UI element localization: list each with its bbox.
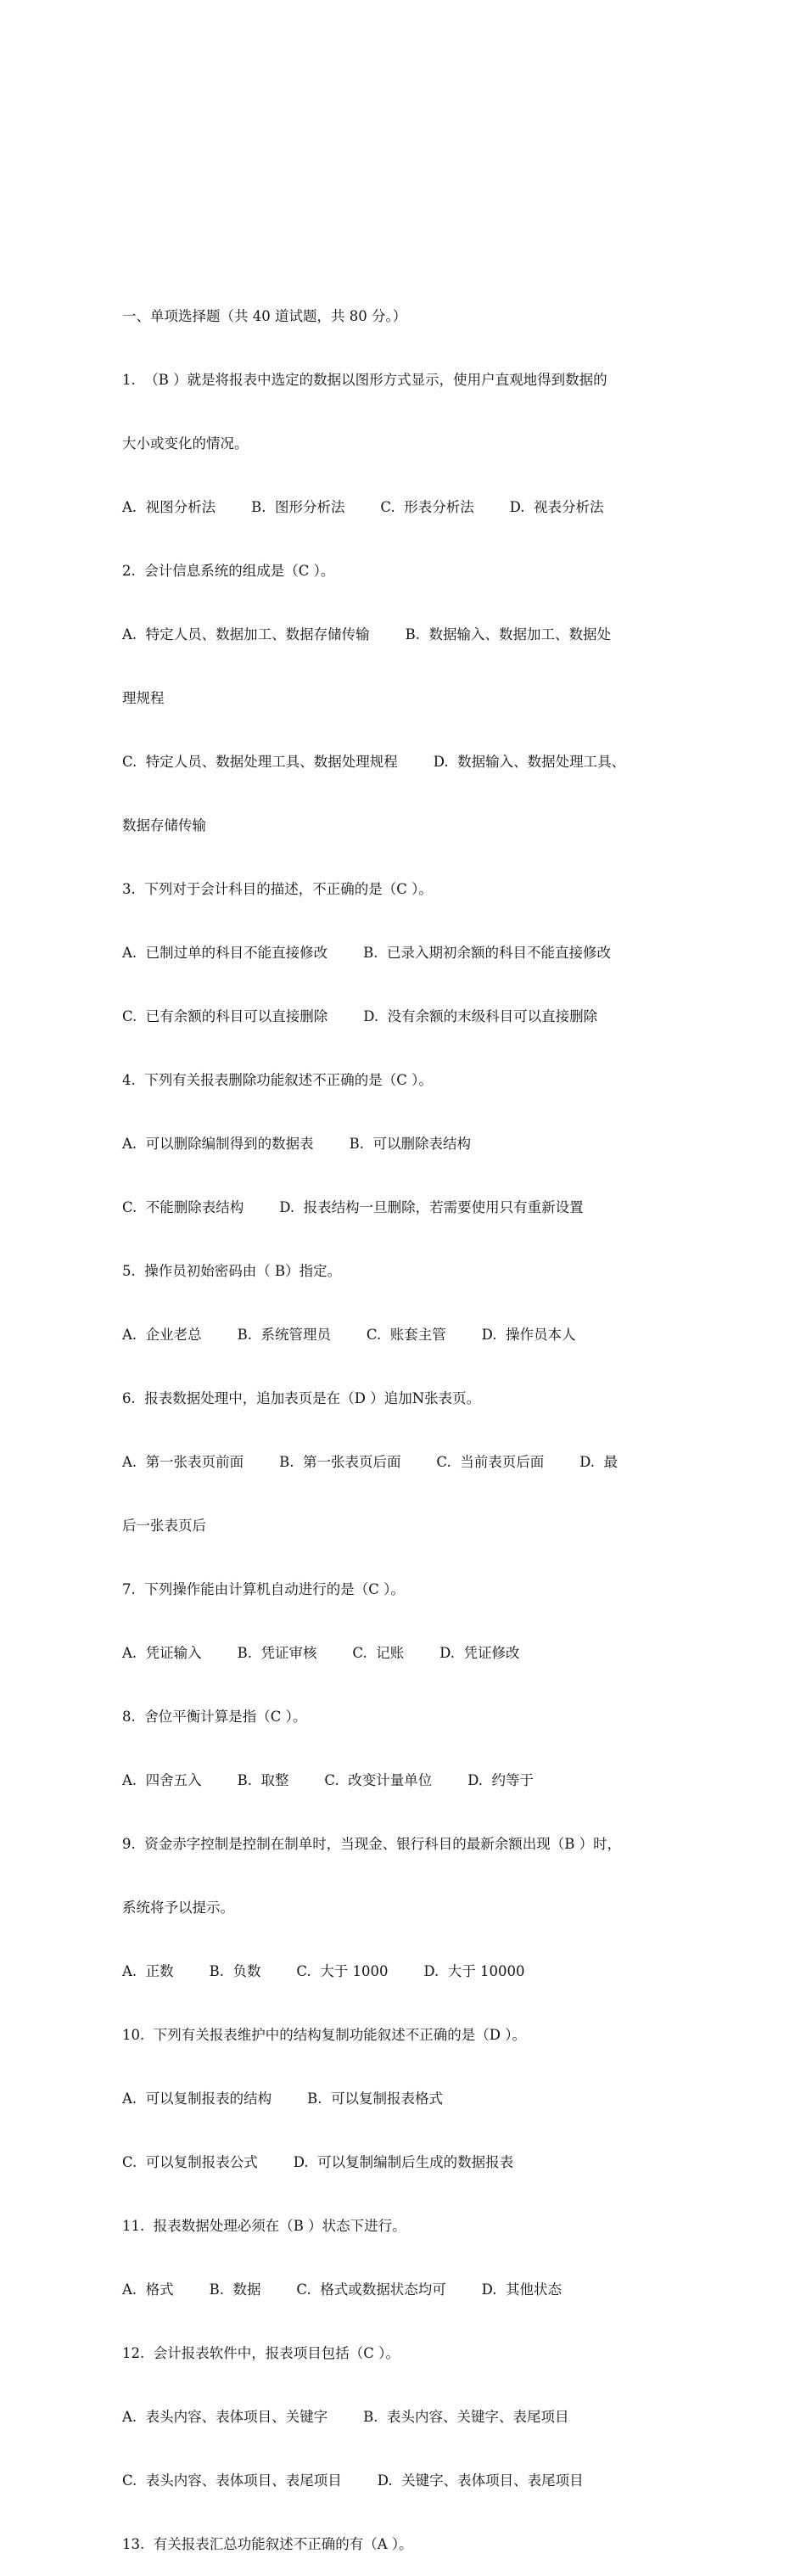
question-9: 9. 资金赤字控制是控制在制单时，当现金、银行科目的最新余额出现（B ）时，	[122, 1836, 622, 1852]
question-1-options: A. 视图分析法 B. 图形分析法 C. 形表分析法 D. 视表分析法	[122, 499, 604, 515]
question-11: 11. 报表数据处理必须在（B ）状态下进行。	[122, 2218, 406, 2234]
question-3: 3. 下列对于会计科目的描述，不正确的是（C ）。	[122, 881, 433, 897]
question-4-options-c-d: C. 不能删除表结构 D. 报表结构一旦删除，若需要使用只有重新设置	[122, 1199, 584, 1215]
question-3-options-a-b: A. 已制过单的科目不能直接修改 B. 已录入期初余额的科目不能直接修改	[122, 945, 611, 961]
question-5: 5. 操作员初始密码由（ B）指定。	[122, 1263, 342, 1279]
question-12: 12. 会计报表软件中，报表项目包括（C ）。	[122, 2345, 400, 2361]
question-4-options-a-b: A. 可以删除编制得到的数据表 B. 可以删除表结构	[122, 1136, 471, 1152]
question-8: 8. 舍位平衡计算是指（C ）。	[122, 1709, 307, 1725]
question-10-options-c-d: C. 可以复制报表公式 D. 可以复制编制后生成的数据报表	[122, 2154, 514, 2170]
question-12-options-c-d: C. 表头内容、表体项目、表尾项目 D. 关键字、表体项目、表尾项目	[122, 2472, 584, 2489]
question-4: 4. 下列有关报表删除功能叙述不正确的是（C ）。	[122, 1072, 433, 1088]
question-9-continued: 系统将予以提示。	[122, 1900, 234, 1916]
question-6-options-continued: 后一张表页后	[122, 1518, 206, 1534]
question-2: 2. 会计信息系统的组成是（C ）。	[122, 563, 335, 579]
question-7-options: A. 凭证输入 B. 凭证审核 C. 记账 D. 凭证修改	[122, 1645, 520, 1661]
question-10-options-a-b: A. 可以复制报表的结构 B. 可以复制报表格式	[122, 2091, 443, 2107]
question-5-options: A. 企业老总 B. 系统管理员 C. 账套主管 D. 操作员本人	[122, 1327, 576, 1343]
question-2-options-a-b-continued: 理规程	[122, 690, 165, 706]
question-2-options-c-d-continued: 数据存储传输	[122, 817, 206, 833]
document-page	[122, 263, 708, 2576]
question-11-options: A. 格式 B. 数据 C. 格式或数据状态均可 D. 其他状态	[122, 2281, 563, 2298]
question-13: 13. 有关报表汇总功能叙述不正确的有（A ）。	[122, 2536, 413, 2552]
question-3-options-c-d: C. 已有余额的科目可以直接删除 D. 没有余额的末级科目可以直接删除	[122, 1008, 598, 1024]
question-8-options: A. 四舍五入 B. 取整 C. 改变计量单位 D. 约等于	[122, 1772, 535, 1788]
question-6-options: A. 第一张表页前面 B. 第一张表页后面 C. 当前表页后面 D. 最	[122, 1454, 618, 1470]
question-1-continued: 大小或变化的情况。	[122, 435, 249, 452]
question-10: 10. 下列有关报表维护中的结构复制功能叙述不正确的是（D ）。	[122, 2027, 526, 2043]
section-heading: 一、单项选择题（共 40 道试题，共 80 分。）	[122, 308, 407, 324]
question-9-options: A. 正数 B. 负数 C. 大于 1000 D. 大于 10000	[122, 1963, 525, 1979]
question-6: 6. 报表数据处理中，追加表页是在（D ）追加N张表页。	[122, 1390, 481, 1406]
question-2-options-a-b: A. 特定人员、数据加工、数据存储传输 B. 数据输入、数据加工、数据处	[122, 626, 611, 643]
question-1: 1. （B ）就是将报表中选定的数据以图形方式显示，使用户直观地得到数据的	[122, 372, 607, 388]
question-7: 7. 下列操作能由计算机自动进行的是（C ）。	[122, 1581, 405, 1597]
question-12-options-a-b: A. 表头内容、表体项目、关键字 B. 表头内容、关键字、表尾项目	[122, 2409, 569, 2425]
question-2-options-c-d: C. 特定人员、数据处理工具、数据处理规程 D. 数据输入、数据处理工具、	[122, 754, 626, 770]
